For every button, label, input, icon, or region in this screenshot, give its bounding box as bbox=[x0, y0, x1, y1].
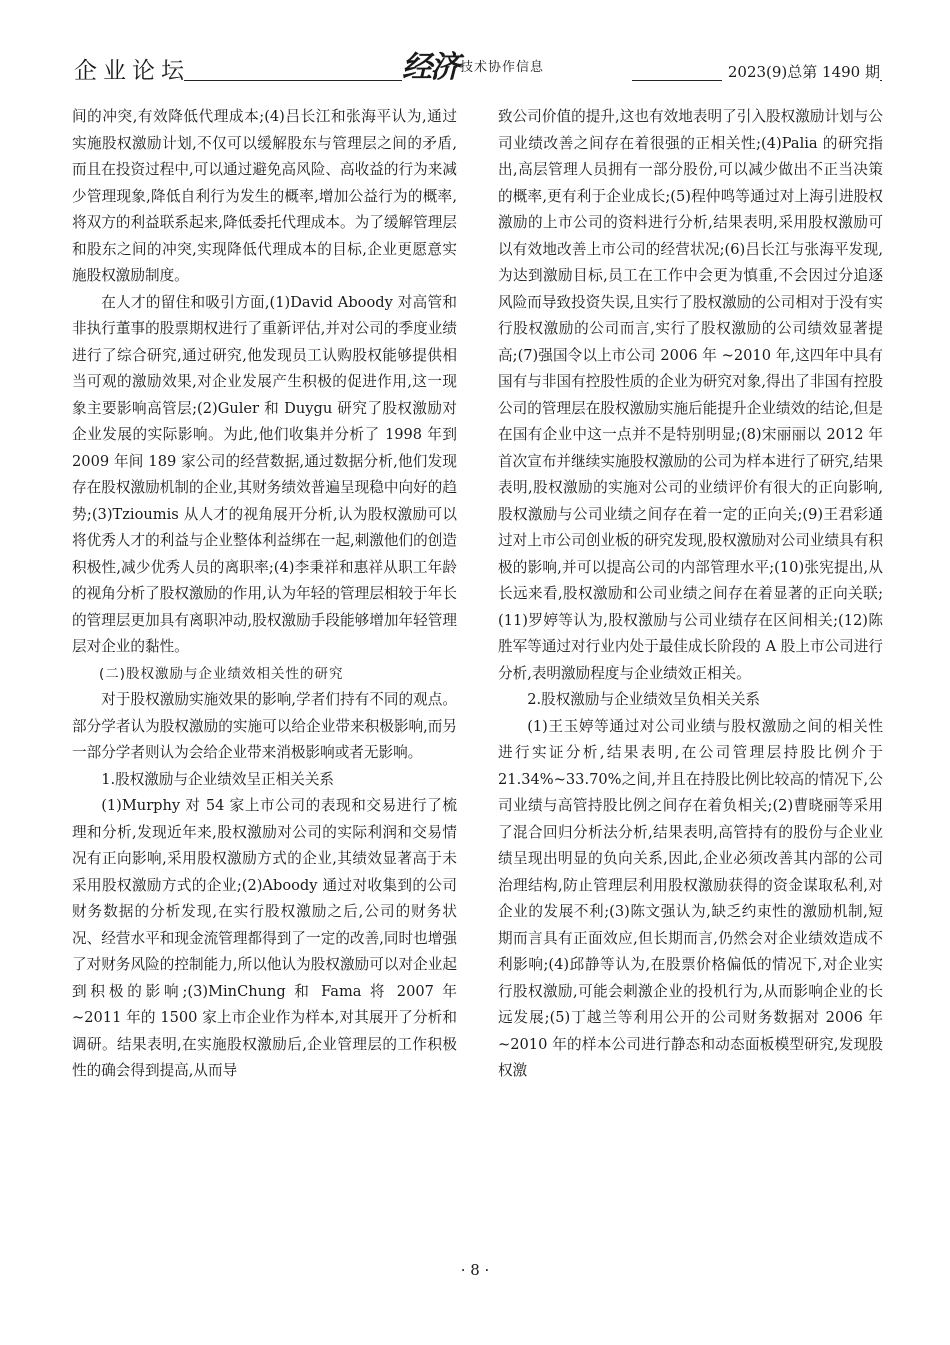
logo-subtitle: 技术协作信息 bbox=[460, 60, 545, 75]
subsection-heading: 2.股权激励与企业绩效呈负相关关系 bbox=[527, 691, 761, 708]
left-column bbox=[72, 104, 457, 1085]
page-header bbox=[72, 50, 882, 85]
paragraph: (1)Murphy 对 54 家上市公司的表现和交易进行了梳理和分析,发现近年来,股权激励对公司的实际利润和交易情况有正向影响,采用股权激励方式的企业,其绩效显著高于未采用股权激励方式的企业;(2)Aboody 通过对收集到的公司财务数据的分析发现,在实行股权激励之后,公司的财务状况、经营水平和现金流管理都得到了一定的改善,同时也增强了对财务风险的控制能力,所以他认为股权激励可以对企业起到积极的影响;(3)MinChung 和 Fama 将 2007 年 ~2011 年的 1500 家上市企业作为样本,对其展开了分析和调研。结果表明,在实施股权激励后,企业管理层的工作积极性的确会得到提高,从而导 bbox=[72, 797, 457, 1079]
page-number: · 8 · bbox=[460, 1261, 490, 1279]
right-column bbox=[498, 104, 883, 1085]
paragraph: 对于股权激励实施效果的影响,学者们持有不同的观点。部分学者认为股权激励的实施可以给企业带来积极影响,而另一部分学者则认为会给企业带来消极影响或者无影响。 bbox=[72, 691, 457, 761]
issue-number: 2023(9)总第 1490 期 bbox=[722, 60, 880, 84]
logo-calligraphy: 经济 bbox=[402, 50, 458, 85]
paragraph: 致公司价值的提升,这也有效地表明了引入股权激励计划与公司业绩改善之间存在着很强的正相关性;(4)Palia 的研究指出,高层管理人员拥有一部分股份,可以减少做出不正当决策的概率,更有利于企业成长;(5)程仲鸣等通过对上海引进股权激励的上市公司的资料进行分析,结果表明,采用股权激励可以有效地改善上市公司的经营状况;(6)吕长江与张海平发现,为达到激励目标,员工在工作中会更为慎重,不会因过分追逐风险而导致投资失误,且实行了股权激励的公司相对于没有实行股权激励的公司而言,实行了股权激励的公司绩效显著提高;(7)强国令以上市公司 2006 年 ~2010 年,这四年中具有国有与非国有控股性质的企业为研究对象,得出了非国有控股公司的管理层在股权激励实施后能提升企业绩效的结论,但是在国有企业中这一点并不是特别明显;(8)宋丽丽以 2012 年首次宣布并继续实施股权激励的公司为样本进行了研究,结果表明,股权激励的实施对公司的业绩评价有很大的正向影响,股权激励与公司业绩之间存在着一定的正向关;(9)王君彩通过对上市公司创业板的研究发现,股权激励对公司业绩具有积极的影响,并可以提高公司的内部管理水平;(10)张宪提出,从长远来看,股权激励和公司业绩之间存在着显著的正向关联;(11)罗婷等认为,股权激励与公司业绩存在区间相关;(12)陈胜军等通过对行业内处于最佳成长阶段的 A 股上市公司进行分析,表明激励程度与企业绩效正相关。 bbox=[498, 108, 883, 682]
paragraph: 间的冲突,有效降低代理成本;(4)吕长江和张海平认为,通过实施股权激励计划,不仅可以缓解股东与管理层之间的矛盾,而且在投资过程中,可以通过避免高风险、高收益的行为来减少管理现象,降低自利行为发生的概率,增加公益行为的概率,将双方的利益联系起来,降低委托代理成本。为了缓解管理层和股东之间的冲突,实现降低代理成本的目标,企业更愿意实施股权激励制度。 bbox=[72, 108, 457, 284]
section-title: 企业论坛 bbox=[74, 58, 190, 84]
section-heading: (二)股权激励与企业绩效相关性的研究 bbox=[99, 665, 344, 682]
paragraph: (1)王玉婷等通过对公司业绩与股权激励之间的相关性进行实证分析,结果表明,在公司管理层持股比例介于 21.34%~33.70%之间,并且在持股比例比较高的情况下,公司业绩与高管持股比例之间存在着负相关;(2)曹晓丽等采用了混合回归分析法分析,结果表明,高管持有的股份与企业业绩呈现出明显的负向关系,因此,企业必须改善其内部的公司治理结构,防止管理层利用股权激励获得的资金谋取私利,对企业的发展不利;(3)陈文强认为,缺乏约束性的激励机制,短期而言具有正面效应,但长期而言,仍然会对企业绩效造成不利影响;(4)邱静等认为,在股票价格偏低的情况下,对企业实行股权激励,可能会刺激企业的投机行为,从而影响企业的长远发展;(5)丁越兰等利用公开的公司财务数据对 2006 年 ~2010 年的样本公司进行静态和动态面板模型研究,发现股权激 bbox=[498, 717, 883, 1079]
journal-logo bbox=[402, 52, 632, 84]
paragraph: 在人才的留住和吸引方面,(1)David Aboody 对高管和非执行董事的股票期权进行了重新评估,并对公司的季度业绩进行了综合研究,通过研究,他发现员工认购股权能够提供相当可观的激励效果,对企业发展产生积极的促进作用,这一现象主要影响高管层;(2)Guler 和 Duygu 研究了股权激励对企业发展的实际影响。为此,他们收集并分析了 1998 年到 2009 年间 189 家公司的经营数据,通过数据分析,他们发现存在股权激励机制的企业,其财务绩效普遍呈现稳中向好的趋势;(3)Tzioumis 从人才的视角展开分析,认为股权激励可以将优秀人才的利益与企业整体利益绑在一起,刺激他们的创造积极性,减少优秀人员的离职率;(4)李秉祥和惠祥从职工年龄的视角分析了股权激励的作用,认为年轻的管理层相较于年长的管理层更加具有离职冲动,股权激励手段能够增加年轻管理层对企业的黏性。 bbox=[72, 293, 457, 655]
subsection-heading: 1.股权激励与企业绩效呈正相关关系 bbox=[101, 770, 335, 788]
